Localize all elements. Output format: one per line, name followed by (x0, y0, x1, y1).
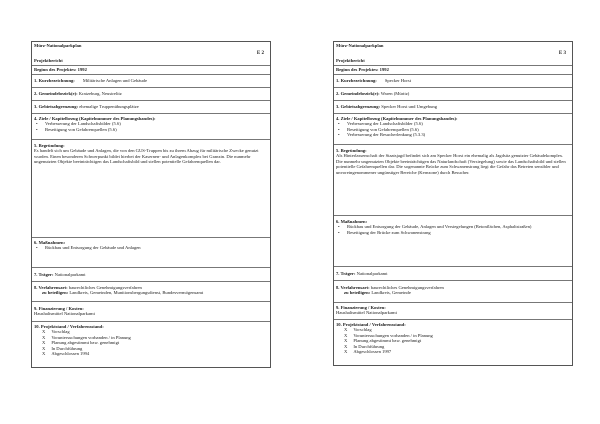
list-item: • Beseitigung der Brücke zum Schwanenstrang (338, 229, 431, 235)
sheet-title: Mürz-Nationalparkplan (336, 43, 384, 48)
section-sponsor: 7. Träger: Nationalparkamt (334, 267, 572, 281)
section-measures: 6. Maßnahmen: • Rückbau und Entsorgung der Gebäude und Anlagen (32, 238, 270, 268)
status-item: X Planung abgestimmt bzw. genehmigt (42, 340, 120, 346)
section-sponsor: 7. Träger: Nationalparkamt (32, 268, 270, 282)
section-status: 10. Projektstand / Verfahrensstand: X Vorschlag X Voruntersuchungen vorhanden / in Planung X Planung abgestimmt bzw. genehmigt X In Durchführung X Abgeschlossen 1994 (32, 322, 270, 367)
status-item: X Planung abgestimmt bzw. genehmigt (344, 338, 422, 344)
project-start: Beginn des Projektes: 1992 (334, 66, 572, 75)
status-item: X Voruntersuchungen vorhanden / in Planung (344, 332, 433, 338)
section-goals: 4. Ziele / Kapitelbezug (Kapitelnummer des Planungsbandes): • Verbesserung der Landschaftsbilder (5.6) • Beseitigung von Gefahrenquellen (5.6) (32, 114, 270, 140)
project-sheet-e3 (333, 41, 573, 366)
list-item: • Rückbau und Entsorgung der Gebäude, Anlagen und Versiegelungen (Betonflächen, Asphaltstraßen) (338, 224, 532, 230)
sheet-code: E 3 (558, 51, 566, 56)
section-reasoning: 5. Begründung: Als Hinterlassenschaft der Staatsjagd befindet sich am Specker Horst ein ehemalig als Jagdsitz genutzter Gebäudekomplex. Die nunmehr ungenutzten Objekte beeinträchtigen das Naturlandschaft (Versiegelung) sowie das Landschaftsbild und stellen potentielle Gefahrenquellen dar. Die sogenannte Brücke zum Schwanenstrang liegt die Gefahr das Betreten sensibler und unvoreingenommener ungünstiger Bereiche (Kernzone) durch Besucher. (334, 145, 572, 216)
status-item: X Voruntersuchungen vorhanden / in Planung (42, 334, 131, 340)
project-sheet-e2 (31, 41, 271, 368)
section-status: 10. Projektstand / Verfahrensstand: X Vorschlag X Voruntersuchungen vorhanden / in Planung X Planung abgestimmt bzw. genehmigt X In Durchführung X Abgeschlossen 1997 (334, 320, 572, 365)
status-item: X Vorschlag (42, 329, 70, 335)
section-procedure: 8. Verfahrensart: baurechtliches Genehmigungsverfahren zu beteiligen: Landkreis, Gemeinde (334, 281, 572, 303)
section-area: 3. Gebietsabgrenzung: ehemalige Truppenübungsplätze (32, 101, 270, 114)
section-municipality: 2. Gemeindebezirk(e): Waren (Müritz) (334, 88, 572, 101)
list-item: • Rückbau und Entsorgung der Gebäude und Anlagen (36, 245, 141, 251)
section-reasoning: 5. Begründung: Es handelt sich um Gebäude und Anlagen, die von den GUS-Truppen bis zu ihrem Abzug für militärische Zwecke genutzt wurden. Einen besonderen Schwerpunkt bildet hierbei der Kasernen- und Anlagenkomplex bei Granzin. Die nunmehr ungenutzten Objekte beeinträchtigen das Landschaftsbild und stellen potentielle Gefahrenquellen dar. (32, 140, 270, 238)
section-area: 3. Gebietsabgrenzung: Specker Horst und Umgebung (334, 101, 572, 114)
status-item: X In Durchführung (42, 345, 83, 351)
list-item: • Verbesserung der Besucherlenkung (5.3.3) (338, 132, 426, 138)
sheet-subtitle: Projektbericht (336, 57, 365, 63)
list-item: • Beseitigung von Gefahrenquellen (5.6) (338, 126, 419, 132)
list-item: • Beseitigung von Gefahrenquellen (5.6) (36, 126, 117, 132)
list-item: • Verbesserung der Landschaftsbilder (5.6) (338, 121, 423, 127)
status-item: X In Durchführung (344, 343, 385, 349)
section-financing: 9. Finanzierung / Kosten: Haushaltsmittel Nationalparkamt (32, 302, 270, 322)
sheet-header (334, 42, 572, 66)
status-item: X Abgeschlossen 1997 (344, 349, 392, 355)
list-item: • Verbesserung der Landschaftsbilder (5.6) (36, 121, 121, 127)
section-procedure: 8. Verfahrensart: baurechtliches Genehmigungsverfahren zu beteiligen: Landkreis, Gemeinden, Munitionsbergungsdienst, Bundesvermögensamt (32, 282, 270, 302)
section-financing: 9. Finanzierung / Kosten: Haushaltsmittel Nationalparkamt (334, 303, 572, 320)
sheet-subtitle: Projektbericht (34, 57, 63, 63)
section-municipality: 2. Gemeindebezirk(e): Kratzeburg, Neustrelitz (32, 88, 270, 101)
section-short-name: 1. Kurzbezeichnung: Militärische Anlagen und Gebäude (32, 75, 270, 88)
section-goals: 4. Ziele / Kapitelbezug (Kapitelnummer des Planungsbandes): • Verbesserung der Landschaftsbilder (5.6) • Beseitigung von Gefahrenquellen (5.6) • Verbesserung der Besucherlenkung (5.3.3) (334, 114, 572, 145)
section-short-name: 1. Kurzbezeichnung: Specker Horst (334, 75, 572, 88)
status-item: X Vorschlag (344, 327, 372, 333)
project-start: Beginn des Projektes: 1992 (32, 66, 270, 75)
sheet-title: Mürz-Nationalparkplan (34, 43, 82, 48)
section-measures: 6. Maßnahmen: • Rückbau und Entsorgung der Gebäude, Anlagen und Versiegelungen (Betonflächen, Asphaltstraßen) • Beseitigung der Brücke zum Schwanenstrang (334, 216, 572, 267)
status-item: X Abgeschlossen 1994 (42, 351, 90, 357)
sheet-code: E 2 (256, 51, 264, 56)
sheet-header (32, 42, 270, 66)
